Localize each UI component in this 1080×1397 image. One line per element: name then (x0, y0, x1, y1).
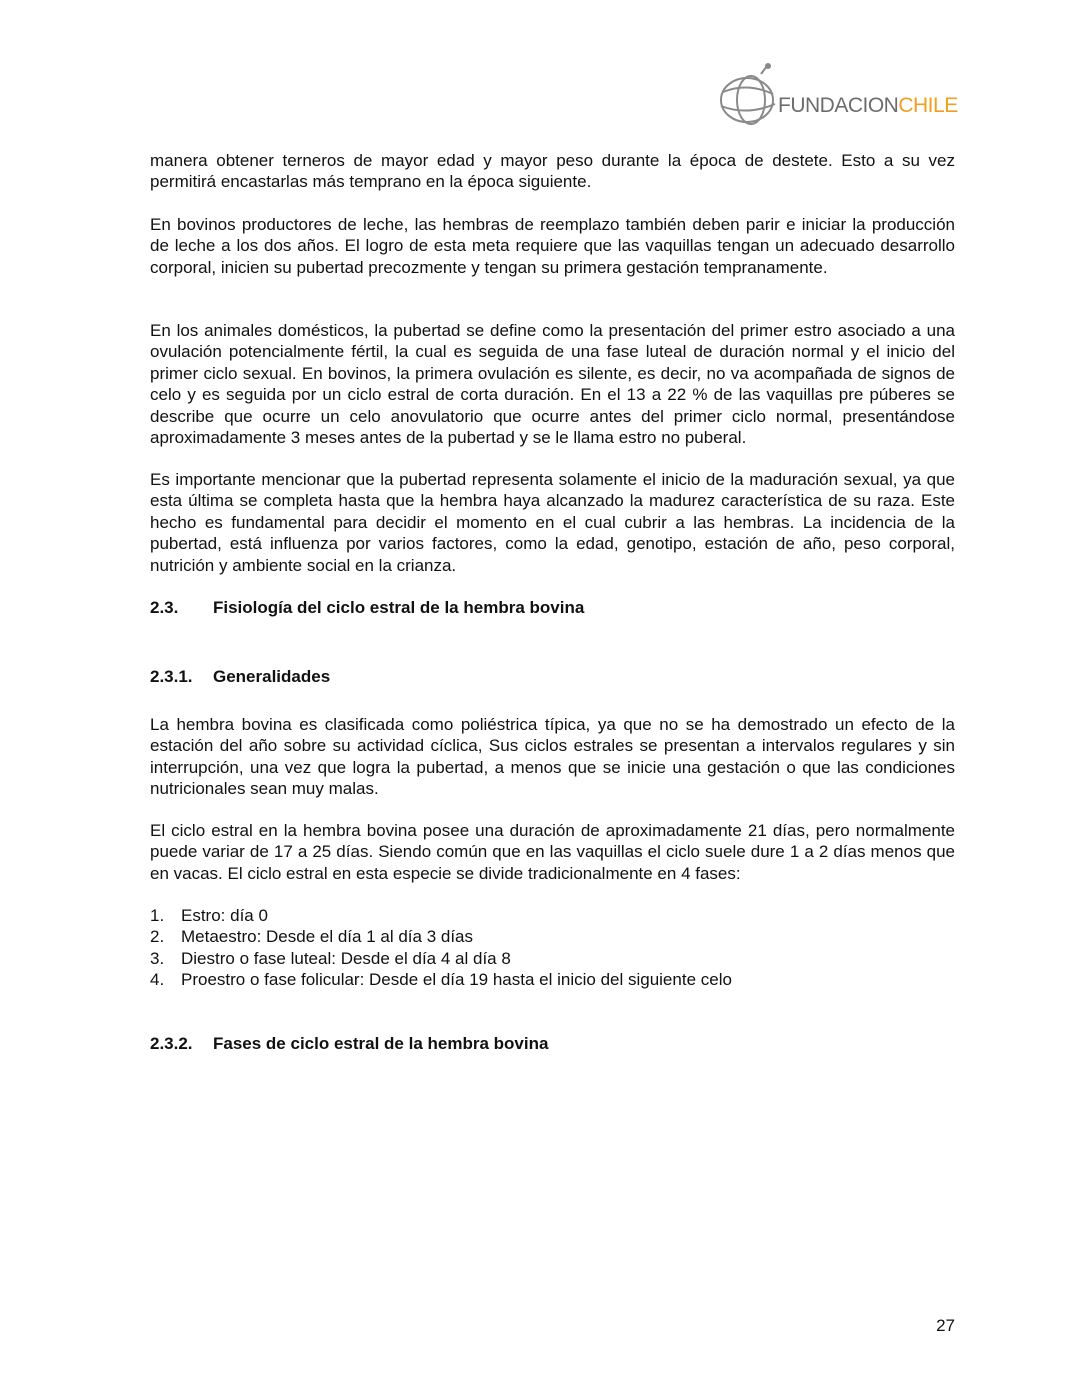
phase-list (150, 905, 955, 991)
list-number: 3. (150, 948, 165, 968)
list-number: 1. (150, 906, 165, 925)
list-item (150, 948, 955, 969)
heading-number: 2.3.1. (150, 667, 193, 686)
heading-number: 2.3. (150, 598, 179, 617)
subsection-heading (150, 1033, 955, 1054)
logo-text: FUNDACION (778, 94, 899, 117)
list-text: Metaestro: Desde el día 1 al día 3 días (181, 927, 474, 947)
paragraph: Es importante mencionar que la pubertad representa solamente el inicio de la maduración sexual, ya que esta última se completa hasta que la hembra haya alcanzado la madurez característica de su raza. Este hecho es fundamental para decidir el momento en el cual cubrir a las hembras. La incidencia de la pubertad, está influenza por varios factores, como la edad, genotipo, estación de año, peso corporal, nutrición y ambiente social en la crianza. (150, 470, 955, 575)
list-text: Diestro o fase luteal: Desde el día 4 al día 8 (181, 948, 511, 968)
globe-icon (715, 60, 785, 130)
heading-text: Fases de ciclo estral de la hembra bovina (213, 1034, 549, 1053)
logo-text-accent: CHILE (898, 94, 958, 117)
heading-number: 2.3.2. (150, 1034, 193, 1053)
fundacion-chile-logo (715, 60, 965, 130)
heading-text: Generalidades (213, 667, 331, 686)
paragraph: manera obtener terneros de mayor edad y mayor peso durante la época de destete. Esto a su vez permitirá encastarlas más temprano en la época siguiente. (150, 151, 955, 192)
list-number: 2. (150, 927, 165, 947)
list-text: Estro: día 0 (181, 906, 268, 925)
list-item (150, 905, 955, 926)
paragraph: La hembra bovina es clasificada como poliéstrica típica, ya que no se ha demostrado un efecto de la estación del año sobre su actividad cíclica, Sus ciclos estrales se presentan a intervalos regulares y sin interrupción, una vez que logra la pubertad, a menos que se inicie una gestación o que las condiciones nutricionales sean muy malas. (150, 715, 955, 799)
paragraph: En los animales domésticos, la pubertad se define como la presentación del primer estro asociado a una ovulación potencialmente fértil, la cual es seguida de una fase luteal de duración normal y el inicio del primer ciclo sexual. En bovinos, la primera ovulación es silente, es decir, no va acompañada de signos de celo y es seguida por un ciclo estral de corta duración. En el 13 a 22 % de las vaquillas pre púberes se describe que ocurre un celo anovulatorio que ocurre antes del primer ciclo normal, presentándose aproximadamente 3 meses antes de la pubertad y se le llama estro no puberal. (150, 321, 955, 448)
heading-text: Fisiología del ciclo estral de la hembra bovina (213, 598, 585, 617)
section-heading (150, 597, 955, 618)
list-item (150, 926, 955, 947)
list-text: Proestro o fase folicular: Desde el día 19 hasta el inicio del siguiente celo (181, 970, 732, 990)
paragraph: En bovinos productores de leche, las hembras de reemplazo también deben parir e iniciar la producción de leche a los dos años. El logro de esta meta requiere que las vaquillas tengan un adecuado desarrollo corporal, inicien su pubertad precozmente y tengan su primera gestación tempranamente. (150, 215, 955, 277)
subsection-heading (150, 666, 955, 687)
list-item (150, 969, 955, 990)
page-number: 27 (936, 1316, 955, 1335)
list-number: 4. (150, 970, 165, 990)
paragraph: El ciclo estral en la hembra bovina posee una duración de aproximadamente 21 días, pero normalmente puede variar de 17 a 25 días. Siendo común que en las vaquillas el ciclo suele dure 1 a 2 días menos que en vacas. El ciclo estral en esta especie se divide tradicionalmente en 4 fases: (150, 821, 955, 883)
